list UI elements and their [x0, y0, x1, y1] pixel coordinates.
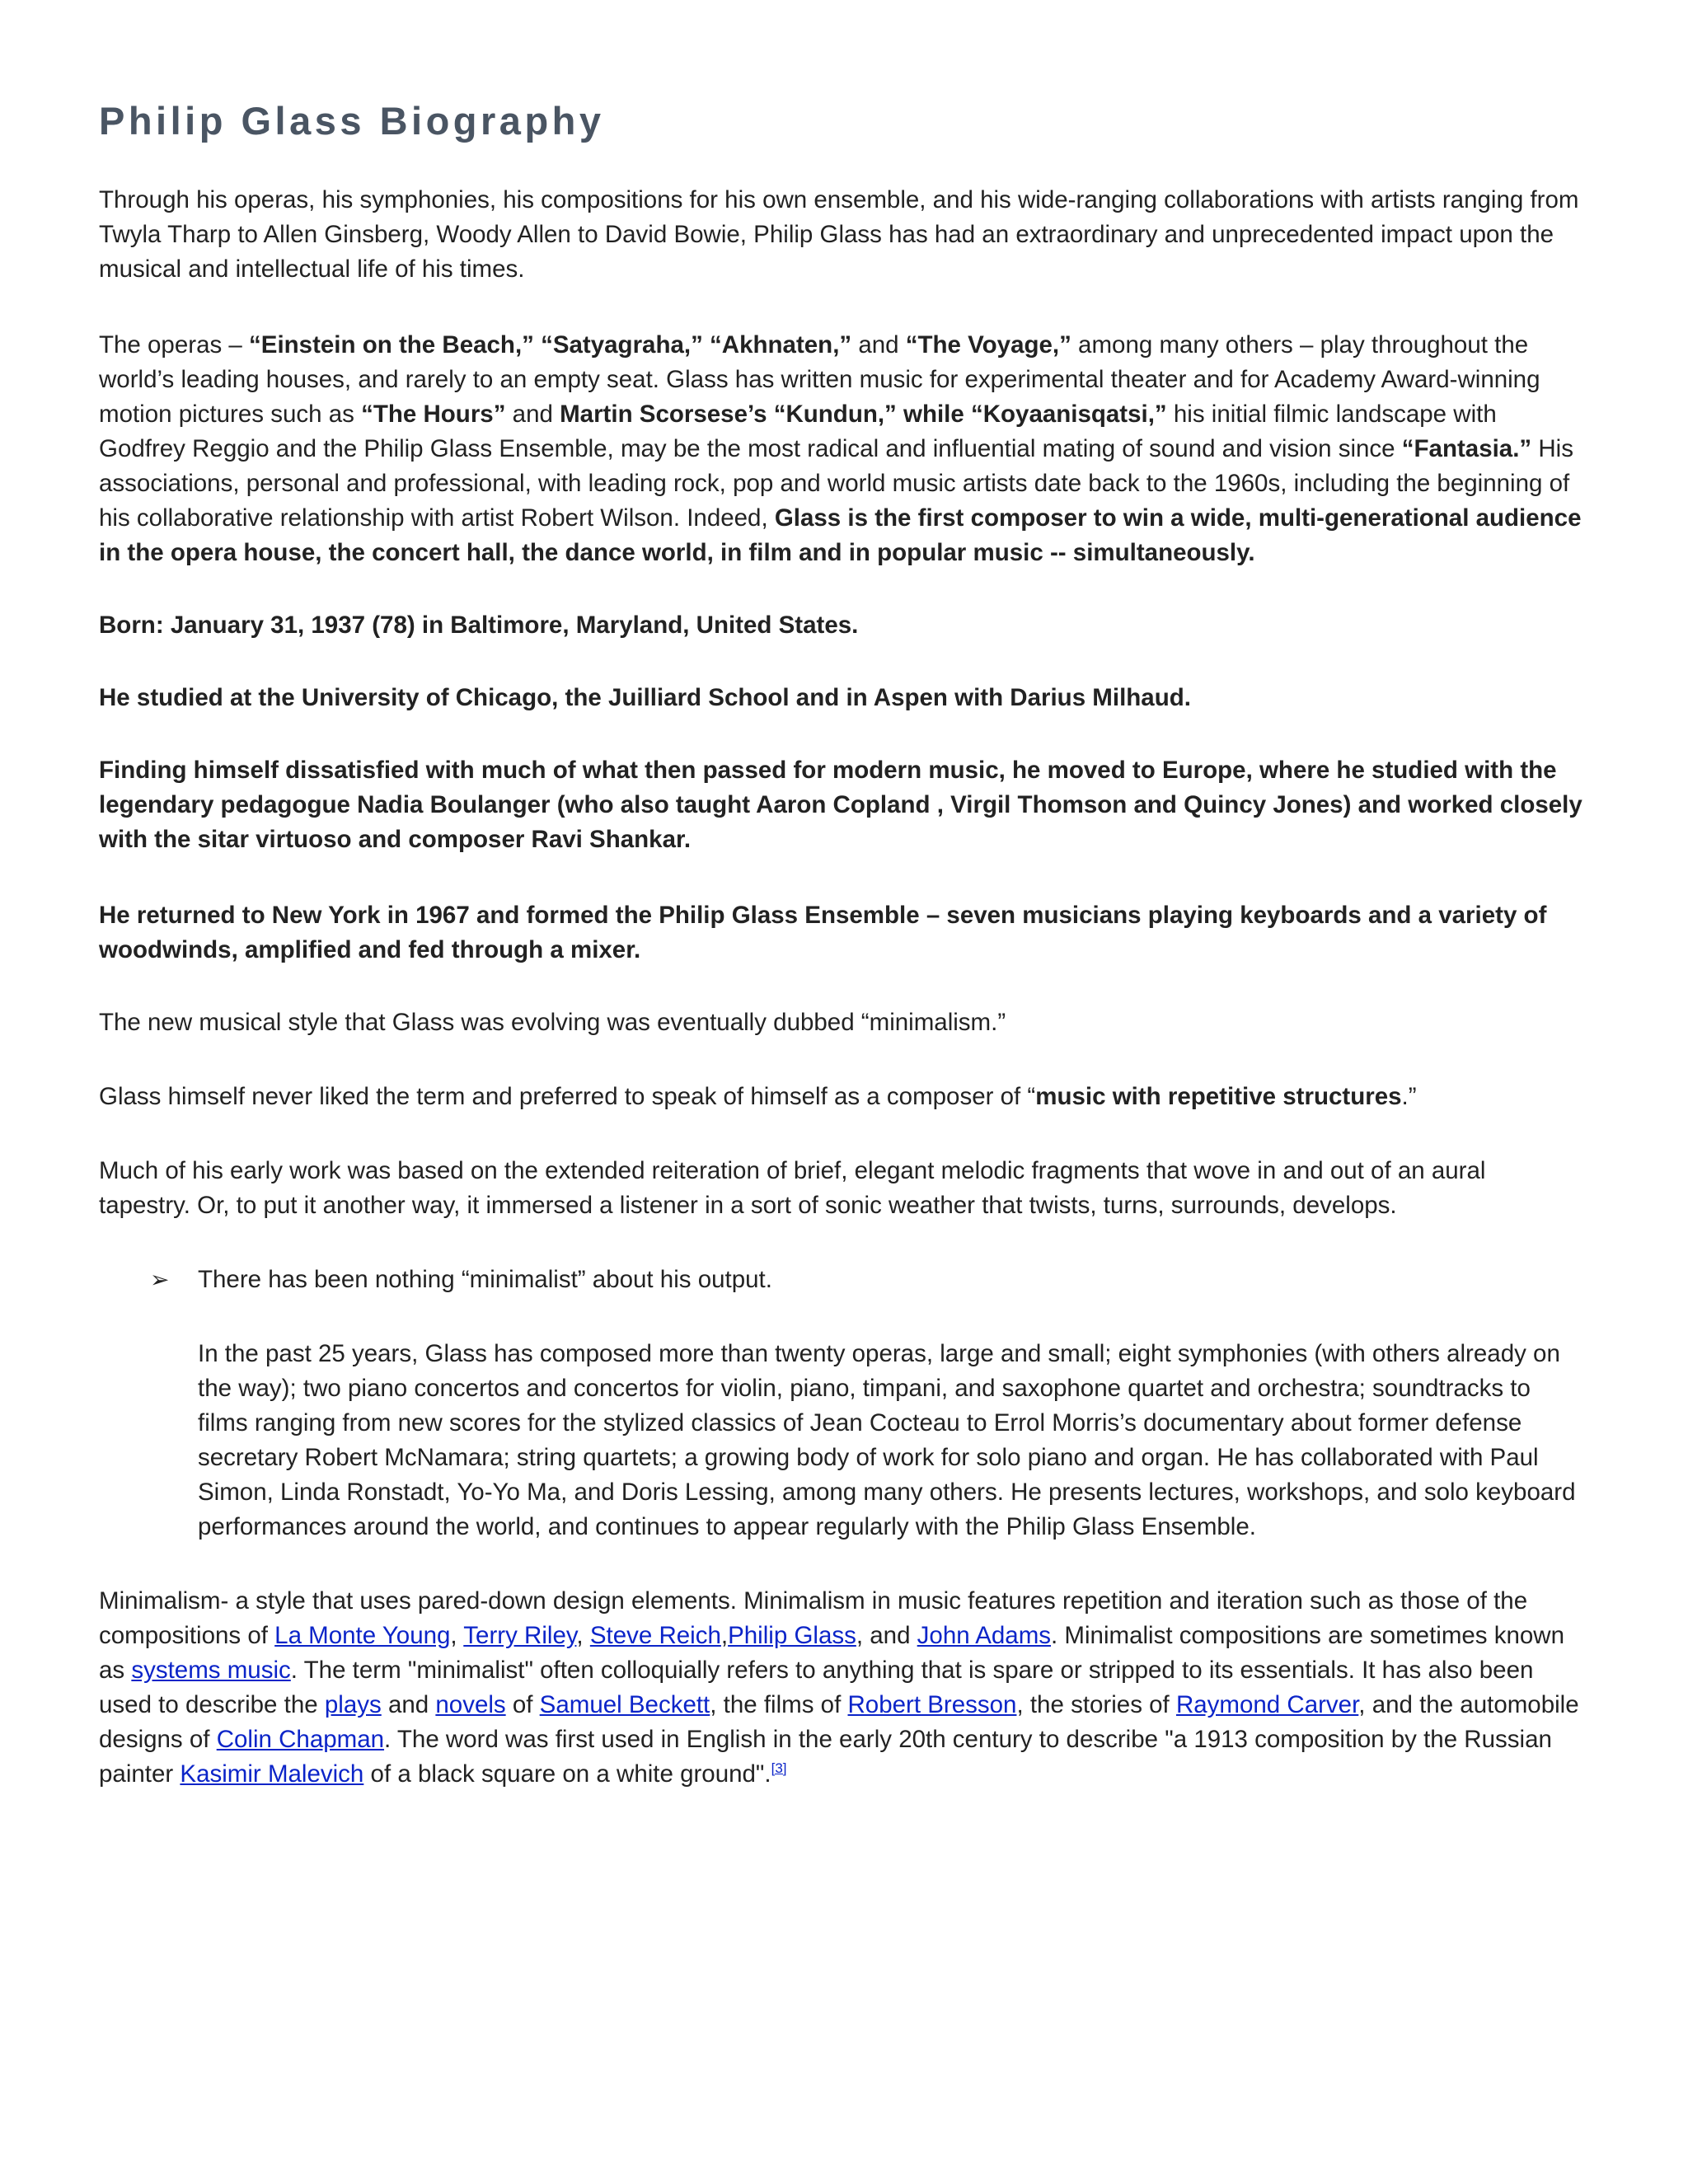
operas-bold-1: “Einstein on the Beach,” “Satyagraha,” “Akhnaten,” [249, 331, 852, 359]
minimalism-text-13: . The word was first used in English in the early 20th century to describe "a 1913 composition by the Russian painter [99, 1726, 1552, 1788]
link-samuel-beckett[interactable]: Samuel Beckett [539, 1691, 710, 1718]
past-years-paragraph: In the past 25 years, Glass has composed more than twenty operas, large and small; eight symphonies (with others already on the way); two piano concertos and concertos for violin, piano, timpani, and saxophone quartet and orchestra; soundtracks to films ranging from new scores for the stylized classics of Jean Cocteau to Errol Morris’s documentary about former defense secretary Robert McNamara; string quartets; a growing body of work for solo piano and organ. He has collaborated with Paul Simon, Linda Ronstadt, Yo-Yo Ma, and Doris Lessing, among many others. He presents lectures, workshops, and solo keyboard performances around the world, and continues to appear regularly with the Philip Glass Ensemble. [198, 1340, 1576, 1540]
link-la-monte-young[interactable]: La Monte Young [274, 1622, 451, 1649]
europe-paragraph: Finding himself dissatisfied with much of what then passed for modern music, he moved to Europe, where he studied with the legendary pedagogue Nadia Boulanger (who also taught Aaron Copland , Virgil Thomson and Quincy Jones) and worked closely with the sitar virtuoso and composer Ravi Shankar. [99, 757, 1582, 853]
operas-text-5: his initial filmic landscape with Godfrey Reggio and the Philip Glass Ensemble, may be the most radical and influential mating of sound and vision since [99, 401, 1497, 462]
minimalism-text-3: , [576, 1622, 590, 1649]
link-terry-riley[interactable]: Terry Riley [463, 1622, 577, 1649]
link-philip-glass[interactable]: Philip Glass [728, 1622, 856, 1649]
operas-text-1: The operas – [99, 331, 250, 359]
intro-paragraph: Through his operas, his symphonies, his compositions for his own ensemble, and his wide-ranging collaborations with artists ranging from Twyla Tharp to Allen Ginsberg, Woody Allen to David Bowie, Philip Glass has had an extraordinary and unprecedented impact upon the musical and intellectual life of his times. [99, 186, 1579, 283]
glass-term-text-1: Glass himself never liked the term and preferred to speak of himself as a composer of “ [99, 1083, 1036, 1110]
operas-bold-2: “The Voyage,” [905, 331, 1071, 359]
operas-bold-5: “Fantasia.” [1401, 435, 1532, 462]
reference-link-3[interactable]: [3] [771, 1760, 787, 1777]
minimalism-text-4: , [720, 1622, 729, 1649]
operas-text-2: and [851, 331, 906, 359]
minimalism-text-1: Minimalism- a style that uses pared-down design elements. Minimalism in music features repetition and iteration such as those of the compositions of [99, 1587, 1528, 1649]
minimalism-text-14: of a black square on a white ground". [363, 1760, 771, 1788]
style-paragraph: The new musical style that Glass was evolving was eventually dubbed “minimalism.” [99, 1009, 1006, 1036]
document-page [99, 92, 1582, 1792]
glass-term-bold: music with repetitive structures [1035, 1083, 1402, 1110]
minimalism-text-6: . Minimalist compositions are sometimes known as [99, 1622, 1565, 1684]
link-kasimir-malevich[interactable]: Kasimir Malevich [180, 1760, 364, 1788]
arrow-bullet-icon: ➢ [150, 1267, 170, 1292]
glass-term-paragraph [99, 1080, 1582, 1114]
operas-bold-6: Glass is the first composer to win a wide, multi-generational audience in the opera house, the concert hall, the dance world, in film and in popular music -- simultaneously. [99, 504, 1582, 566]
operas-bold-3: “The Hours” [361, 401, 506, 428]
operas-paragraph [99, 328, 1582, 570]
bullet-text: There has been nothing “minimalist” about his output. [198, 1266, 772, 1293]
link-colin-chapman[interactable]: Colin Chapman [216, 1726, 385, 1753]
operas-text-4: and [505, 401, 560, 428]
link-robert-bresson[interactable]: Robert Bresson [847, 1691, 1017, 1718]
link-steve-reich[interactable]: Steve Reich [589, 1622, 721, 1649]
link-plays[interactable]: plays [324, 1691, 382, 1718]
minimalism-text-11: , the stories of [1016, 1691, 1176, 1718]
minimalism-text-5: , and [856, 1622, 917, 1649]
minimalism-text-2: , [450, 1622, 464, 1649]
link-john-adams[interactable]: John Adams [917, 1622, 1052, 1649]
glass-term-text-2: .” [1401, 1083, 1417, 1110]
bullet-item [99, 1263, 1582, 1297]
born-paragraph: Born: January 31, 1937 (78) in Baltimore, Maryland, United States. [99, 612, 859, 639]
link-raymond-carver[interactable]: Raymond Carver [1175, 1691, 1359, 1718]
early-work-paragraph: Much of his early work was based on the extended reiteration of brief, elegant melodic fragments that wove in and out of an aural tapestry. Or, to put it another way, it immersed a listener in a sort of sonic weather that twists, turns, surrounds, develops. [99, 1157, 1486, 1219]
minimalism-paragraph [99, 1584, 1582, 1792]
minimalism-text-8: and [381, 1691, 436, 1718]
operas-text-3: among many others – play throughout the world’s leading houses, and rarely to an empty seat. Glass has written music for experimental theater and for Academy Award-winning motion pictures such as [99, 331, 1540, 428]
operas-bold-4: Martin Scorsese’s “Kundun,” while “Koyaanisqatsi,” [560, 401, 1167, 428]
page-title: Philip Glass Biography [99, 99, 605, 143]
minimalism-text-12: , and the automobile designs of [99, 1691, 1579, 1753]
link-novels[interactable]: novels [435, 1691, 506, 1718]
studied-paragraph: He studied at the University of Chicago, the Juilliard School and in Aspen with Darius Milhaud. [99, 684, 1191, 711]
operas-text-6: His associations, personal and professional, with leading rock, pop and world music artists date back to the 1960s, including the beginning of his collaborative relationship with artist Robert Wilson. Indeed, [99, 435, 1573, 532]
minimalism-text-7: . The term "minimalist" often colloquially refers to anything that is spare or stripped to its essentials. It has also been used to describe the [99, 1657, 1534, 1718]
link-systems-music[interactable]: systems music [131, 1657, 291, 1684]
minimalism-text-10: , the films of [710, 1691, 848, 1718]
returned-paragraph: He returned to New York in 1967 and formed the Philip Glass Ensemble – seven musicians playing keyboards and a variety of woodwinds, amplified and fed through a mixer. [99, 902, 1547, 963]
minimalism-text-9: of [505, 1691, 540, 1718]
